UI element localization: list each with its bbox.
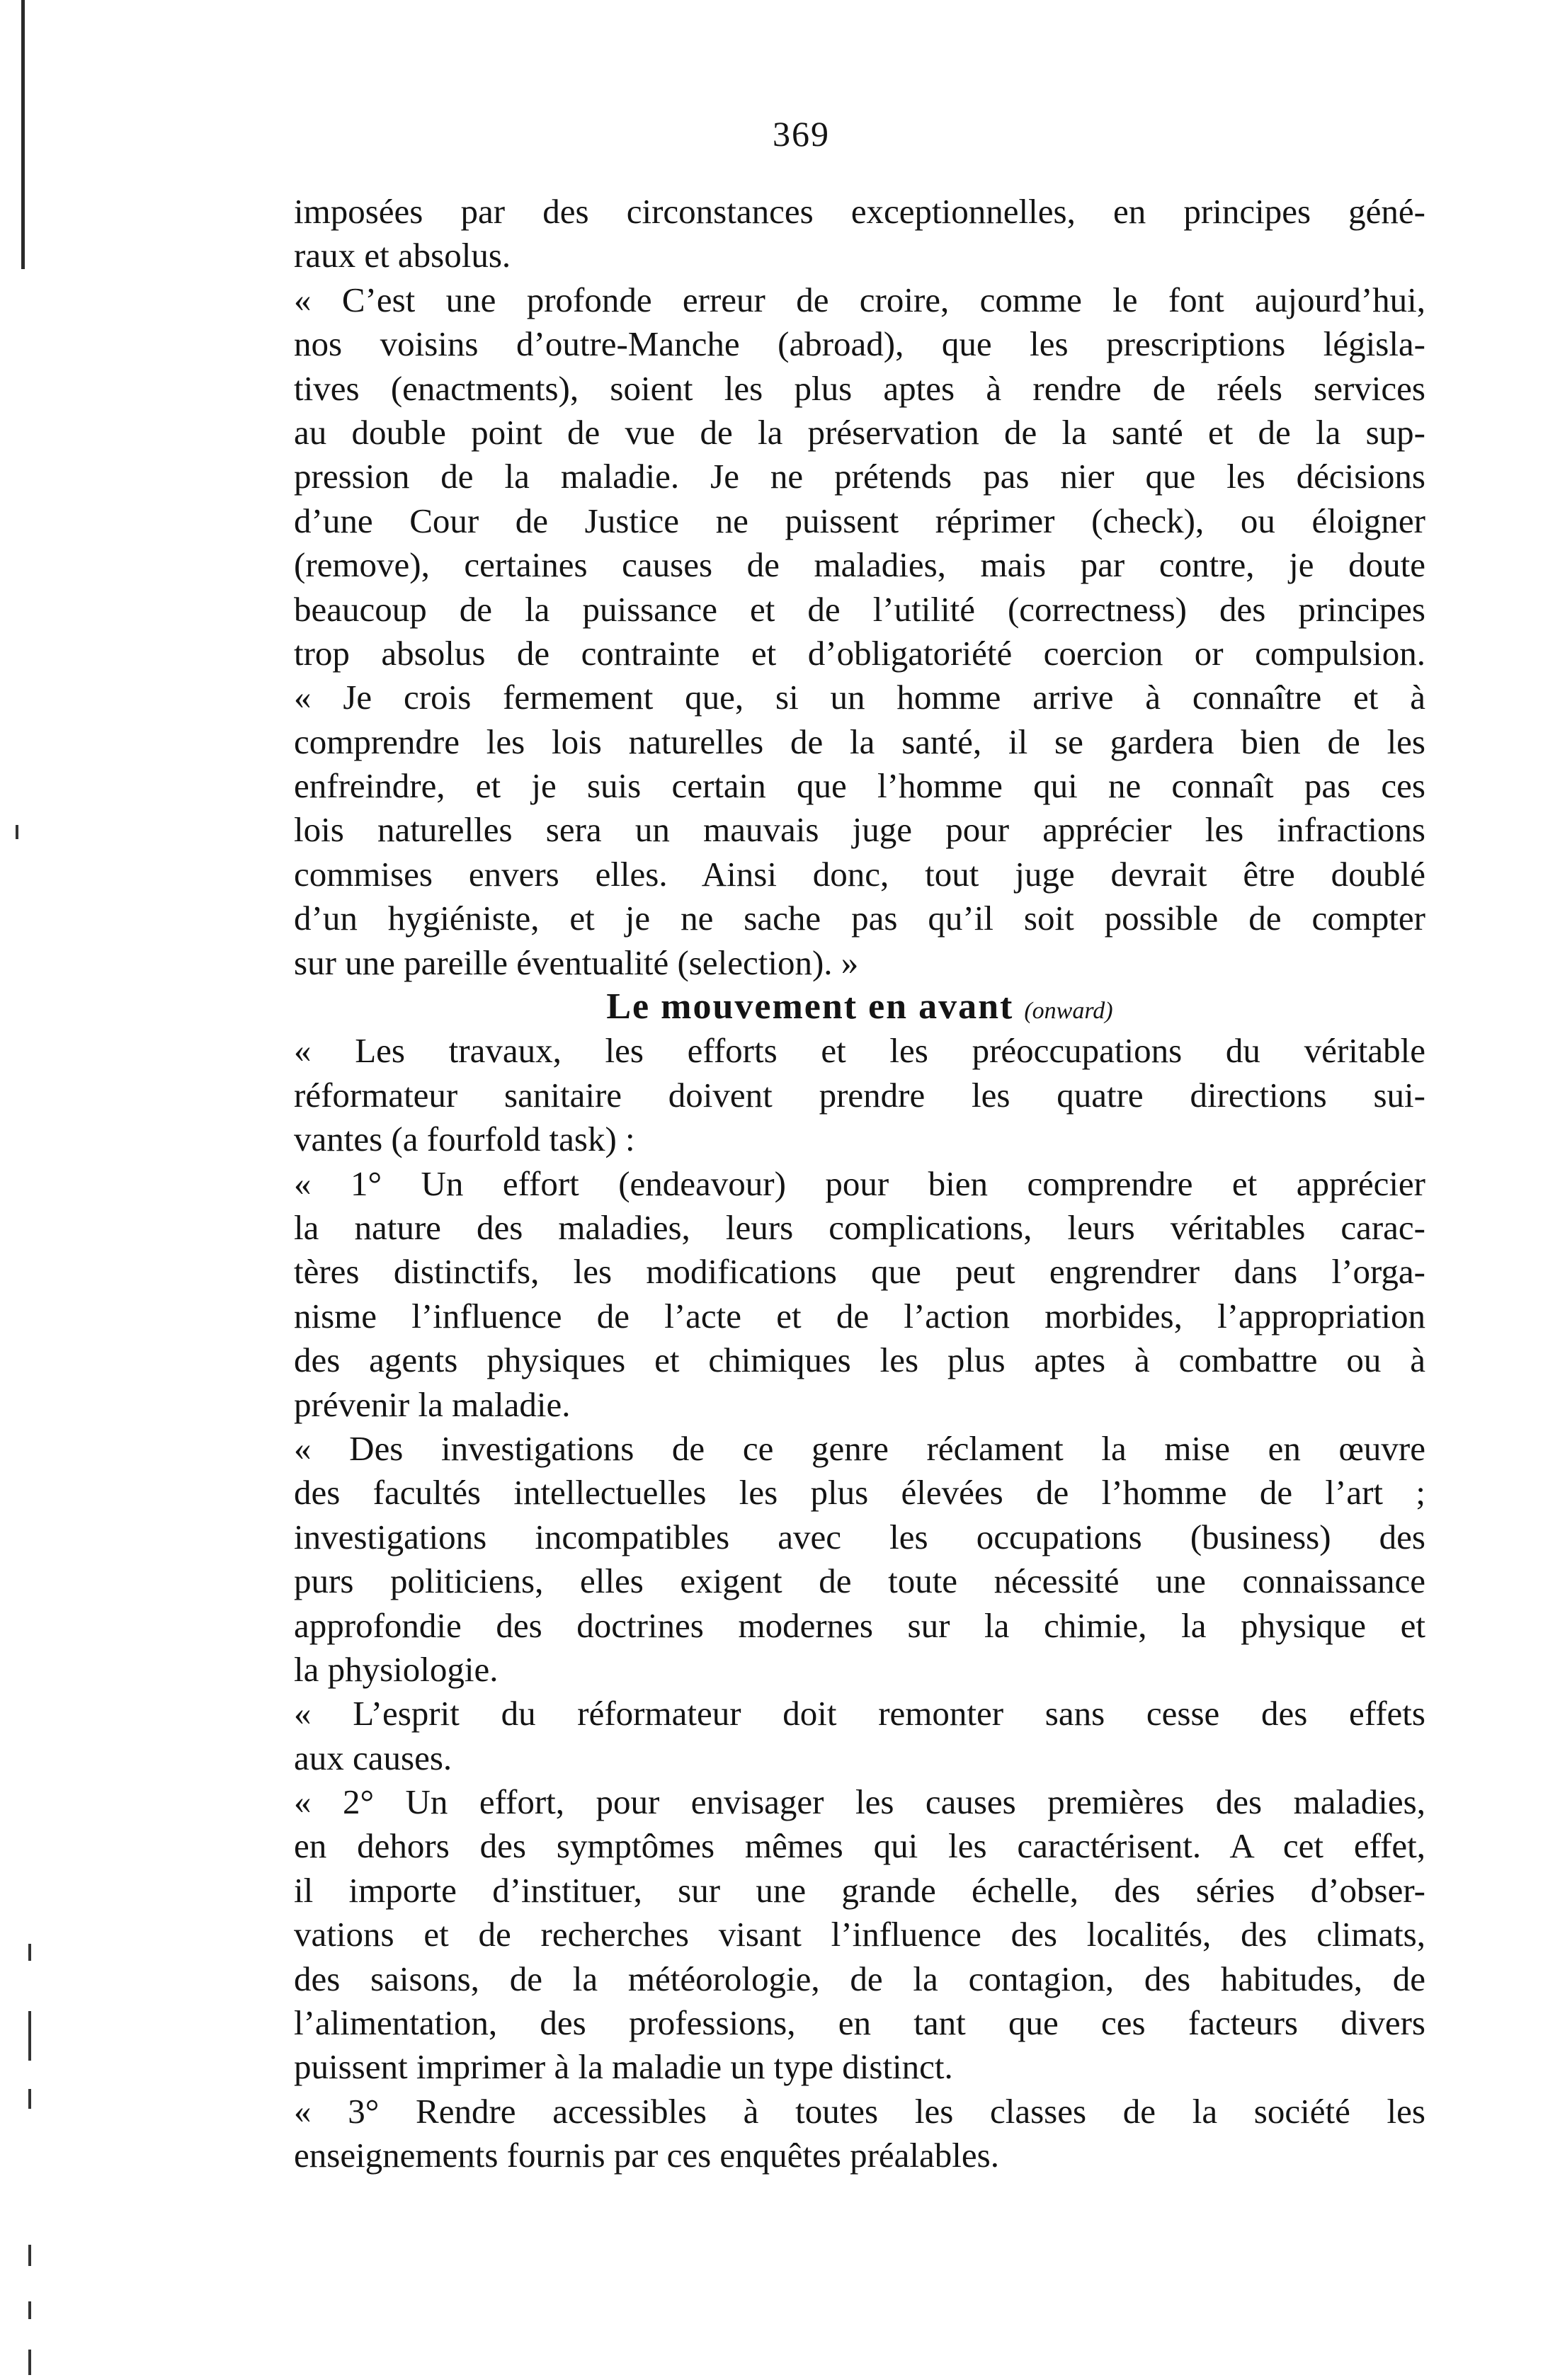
text-line	[294, 1162, 1425, 1206]
page-edge-mark	[28, 2301, 31, 2319]
page-number: 369	[773, 114, 830, 154]
text-line	[294, 1294, 1425, 1338]
text-line-content: « L’esprit du réformateur doit remonter sans cesse des effets	[294, 1694, 1425, 1733]
text-line-content: prévenir la maladie.	[294, 1384, 571, 1424]
page-edge-mark	[28, 2245, 31, 2266]
text-line	[294, 2045, 1425, 2089]
text-line-content: vantes (a fourfold task) :	[294, 1120, 635, 1159]
text-line-content: « 2° Un effort, pour envisager les causes premières des maladies,	[294, 1782, 1425, 1822]
text-line-content: sur une pareille éventualité (selection). »	[294, 943, 859, 982]
section-heading-title: Le mouvement en avant	[606, 986, 1014, 1027]
text-line-content: tives (enactments), soient les plus aptes à rendre de réels services	[294, 368, 1425, 408]
text-line	[294, 896, 1425, 940]
text-line-content: des saisons, de la météorologie, de la contagion, des habitudes, de	[294, 1959, 1425, 1998]
text-line	[294, 1692, 1425, 1736]
section-heading	[294, 985, 1425, 1029]
text-line	[294, 543, 1425, 587]
text-line	[294, 1957, 1425, 2001]
text-line-content: « 1° Un effort (endeavour) pour bien comprendre et apprécier	[294, 1163, 1425, 1203]
text-line	[294, 1780, 1425, 1824]
text-line	[294, 1427, 1425, 1471]
text-line-content: pression de la maladie. Je ne prétends pas nier que les décisions	[294, 457, 1425, 496]
text-line	[294, 1515, 1425, 1559]
text-line	[294, 411, 1425, 455]
page-edge-mark	[28, 2011, 31, 2061]
text-line	[294, 1250, 1425, 1294]
text-line	[294, 853, 1425, 896]
text-line	[294, 1029, 1425, 1073]
text-line-content: enseignements fournis par ces enquêtes préalables.	[294, 2136, 999, 2175]
text-line-content: l’alimentation, des professions, en tant que ces facteurs divers	[294, 2003, 1425, 2043]
text-line-content: « C’est une profonde erreur de croire, comme le font aujourd’hui,	[294, 280, 1425, 319]
text-line-content: commises envers elles. Ainsi donc, tout juge devrait être doublé	[294, 854, 1425, 894]
text-line	[294, 588, 1425, 632]
text-line-content: approfondie des doctrines modernes sur la chimie, la physique et	[294, 1605, 1425, 1645]
text-line-content: d’un hygiéniste, et je ne sache pas qu’il soit possible de compter	[294, 899, 1425, 938]
text-line-content: enfreindre, et je suis certain que l’homme qui ne connaît pas ces	[294, 766, 1425, 806]
text-line	[294, 1913, 1425, 1957]
text-line-content: « 3° Rendre accessibles à toutes les classes de la société les	[294, 2091, 1425, 2131]
page-edge-mark	[16, 825, 18, 839]
text-line	[294, 2134, 1425, 2177]
text-line-content: imposées par des circonstances exceptionnelles, en principes géné-	[294, 192, 1425, 231]
text-line-content: « Des investigations de ce genre réclament la mise en œuvre	[294, 1428, 1425, 1468]
text-line	[294, 1074, 1425, 1117]
text-line-content: il importe d’instituer, sur une grande échelle, des séries d’obser-	[294, 1870, 1425, 1910]
text-line-content: en dehors des symptômes mêmes qui les caractérisent. A cet effet,	[294, 1826, 1425, 1866]
text-line	[294, 367, 1425, 411]
text-line	[294, 676, 1425, 719]
text-line-content: d’une Cour de Justice ne puissent réprimer (check), ou éloigner	[294, 501, 1425, 540]
text-line	[294, 1604, 1425, 1648]
text-line	[294, 1736, 1425, 1780]
text-line	[294, 234, 1425, 278]
text-line	[294, 278, 1425, 322]
text-line-content: des facultés intellectuelles les plus élevées de l’homme de l’art ;	[294, 1473, 1425, 1513]
text-line-content: raux et absolus.	[294, 236, 511, 275]
text-line	[294, 2001, 1425, 2045]
text-line-content: puissent imprimer à la maladie un type distinct.	[294, 2047, 953, 2087]
text-line-content: tères distinctifs, les modifications que peut engrendrer dans l’orga-	[294, 1252, 1425, 1292]
text-line	[294, 941, 1425, 985]
text-line	[294, 190, 1425, 234]
text-line-content: comprendre les lois naturelles de la santé, il se gardera bien de les	[294, 722, 1425, 761]
text-line	[294, 1383, 1425, 1427]
text-line-content: nos voisins d’outre-Manche (abroad), que les prescriptions législa-	[294, 324, 1425, 364]
text-line-content: aux causes.	[294, 1738, 452, 1777]
text-line-content: investigations incompatibles avec les occupations (business) des	[294, 1517, 1425, 1556]
text-line-content: (remove), certaines causes de maladies, mais par contre, je doute	[294, 545, 1425, 585]
text-line-content: vations et de recherches visant l’influence des localités, des climats,	[294, 1915, 1425, 1954]
text-line	[294, 2090, 1425, 2134]
text-line-content: purs politiciens, elles exigent de toute nécessité une connaissance	[294, 1561, 1425, 1601]
text-line	[294, 632, 1425, 676]
text-line	[294, 764, 1425, 808]
page-text	[294, 190, 1425, 2178]
text-line	[294, 1117, 1425, 1161]
text-line	[294, 1338, 1425, 1382]
page-edge-mark	[28, 2350, 31, 2375]
text-line	[294, 322, 1425, 366]
page-edge-mark	[28, 2089, 31, 2109]
text-line-content: trop absolus de contrainte et d’obligatoriété coercion or compulsion.	[294, 633, 1425, 673]
text-line	[294, 499, 1425, 543]
text-line	[294, 808, 1425, 852]
text-line	[294, 1471, 1425, 1515]
text-line-content: « Les travaux, les efforts et les préoccupations du véritable	[294, 1031, 1425, 1071]
text-line-content: la physiologie.	[294, 1649, 499, 1689]
text-line-content: réformateur sanitaire doivent prendre les quatre directions sui-	[294, 1075, 1425, 1115]
text-line	[294, 1869, 1425, 1913]
text-line-content: beaucoup de la puissance et de l’utilité (correctness) des principes	[294, 589, 1425, 629]
text-line	[294, 1824, 1425, 1868]
text-line	[294, 455, 1425, 499]
section-heading-translation: (onward)	[1024, 998, 1113, 1025]
text-line	[294, 1648, 1425, 1692]
text-line	[294, 1559, 1425, 1603]
page-edge-mark	[28, 1944, 31, 1961]
text-line-content: la nature des maladies, leurs complications, leurs véritables carac-	[294, 1207, 1425, 1247]
text-line-content: nisme l’influence de l’acte et de l’action morbides, l’appropriation	[294, 1296, 1425, 1336]
text-line-content: des agents physiques et chimiques les plus aptes à combattre ou à	[294, 1340, 1425, 1380]
text-line-content: « Je crois fermement que, si un homme arrive à connaître et à	[294, 678, 1425, 717]
text-line	[294, 720, 1425, 764]
text-line-content: au double point de vue de la préservation de la santé et de la sup-	[294, 412, 1425, 452]
text-line	[294, 1206, 1425, 1250]
text-line-content: lois naturelles sera un mauvais juge pour apprécier les infractions	[294, 810, 1425, 850]
